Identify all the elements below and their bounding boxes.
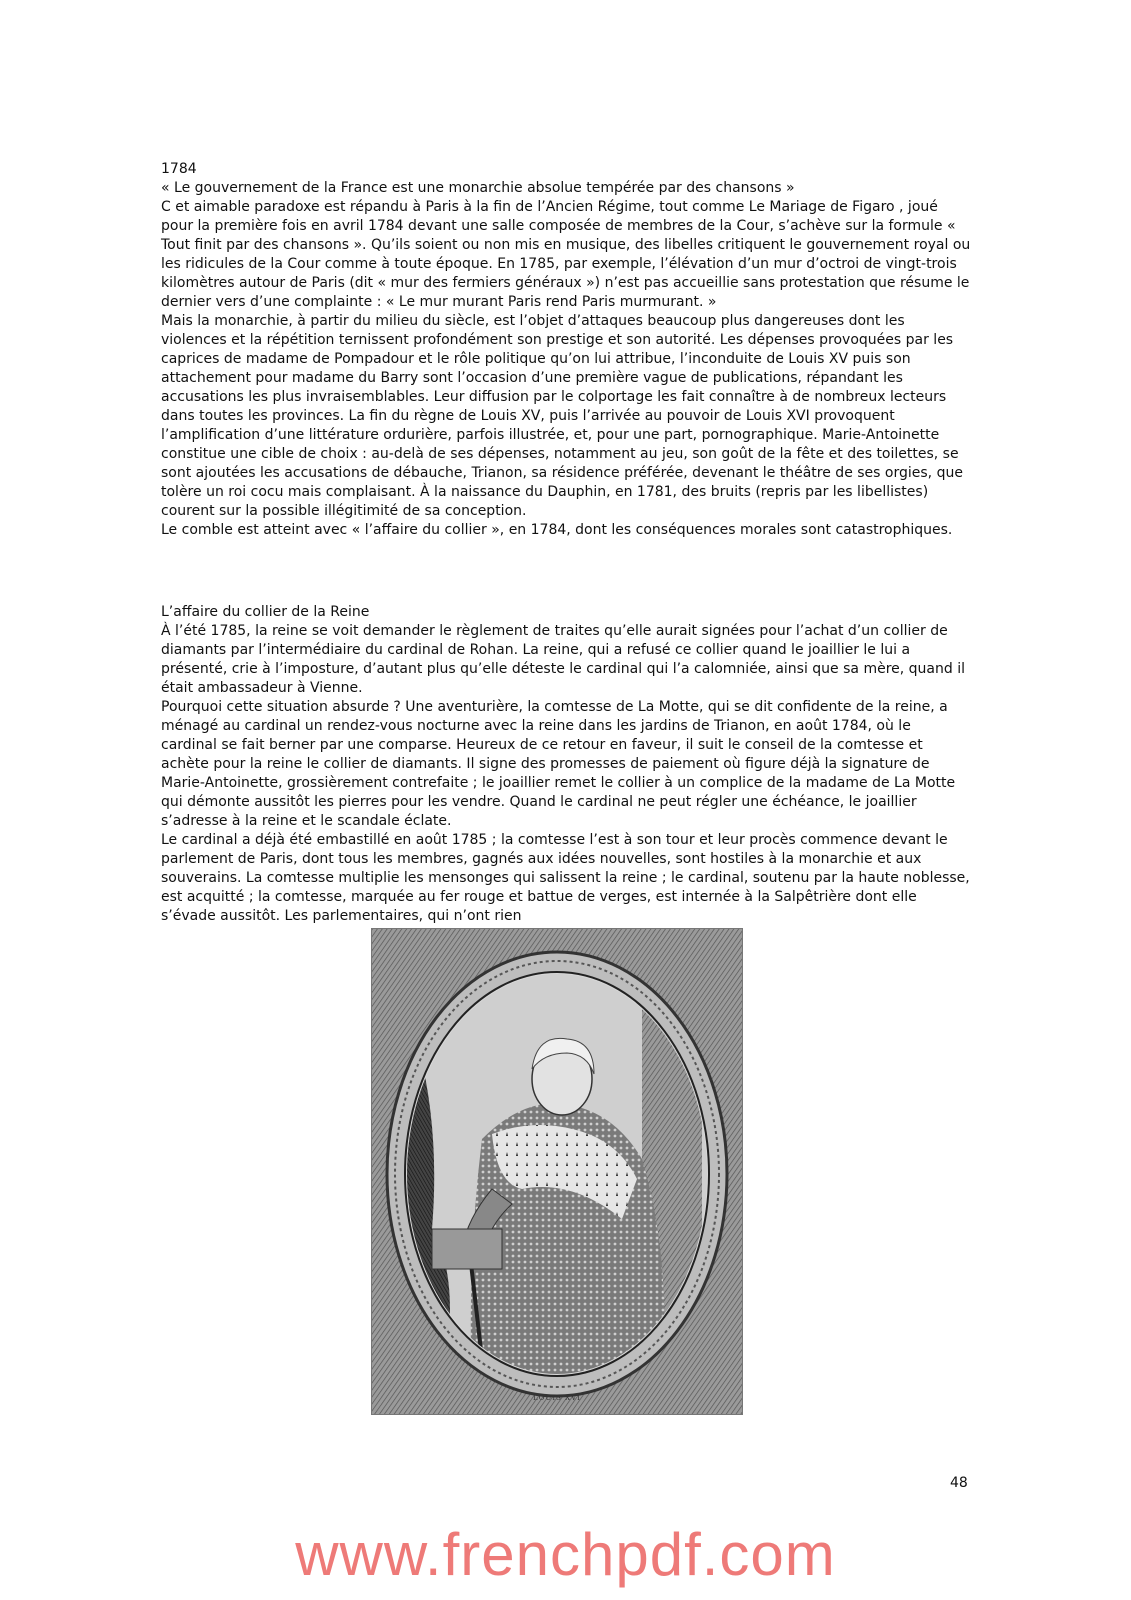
portrait-engraving bbox=[371, 928, 743, 1415]
section-1784 bbox=[161, 160, 971, 540]
section-heading: L’affaire du collier de la Reine bbox=[161, 604, 370, 620]
portrait-illustration bbox=[372, 929, 742, 1414]
section-epigraph: « Le gouvernement de la France est une monarchie absolue tempérée par des chansons » bbox=[161, 180, 795, 196]
paragraph: À l’été 1785, la reine se voit demander le règlement de traites qu’elle aurait signées pour l’achat d’un collier de diamants par l’intermédiaire du cardinal de Rohan. La reine, qui a refusé ce collier quand le joaillier le lui a présenté, crie à l’imposture, d’autant plus qu’elle déteste le cardinal qui l’a calomniée, ainsi que sa mère, quand il était ambassadeur à Vienne. bbox=[161, 623, 965, 696]
paragraph: Le comble est atteint avec « l’affaire du collier », en 1784, dont les conséquences morales sont catastrophiques. bbox=[161, 522, 953, 538]
paragraph: Pourquoi cette situation absurde ? Une aventurière, la comtesse de La Motte, qui se dit confidente de la reine, a ménagé au cardinal un rendez-vous nocturne avec la reine dans les jardins de Trianon, en août 1784, où le cardinal se fait berner par une comparse. Heureux de ce retour en faveur, il suit le conseil de la comtesse et achète pour la reine le collier de diamants. Il signe des promesses de paiement où figure déjà la signature de Marie-Antoinette, grossièrement contrefaite ; le joaillier remet le collier à un complice de la madame de La Motte qui démonte aussitôt les pierres pour les vendre. Quand le cardinal ne peut régler une échéance, le joaillier s’adresse à la reine et le scandale éclate. bbox=[161, 699, 956, 829]
section-year-heading: 1784 bbox=[161, 161, 197, 177]
section-collier bbox=[161, 603, 971, 926]
watermark-text: www.frenchpdf.com bbox=[295, 1521, 836, 1588]
paragraph: C et aimable paradoxe est répandu à Paris à la fin de l’Ancien Régime, tout comme Le Mariage de Figaro , joué pour la première fois en avril 1784 devant une salle composée de membres de la Cour, s’achève sur la formule « Tout finit par des chansons ». Qu’ils soient ou non mis en musique, des libelles critiquent le gouvernement royal ou les ridicules de la Cour comme à toute époque. En 1785, par exemple, l’élévation d’un mur d’octroi de vingt-trois kilomètres autour de Paris (dit « mur des fermiers généraux ») n’est pas accueillie sans protestation que résume le dernier vers d’une complainte : « Le mur murant Paris rend Paris murmurant. » bbox=[161, 199, 971, 310]
page-number: 48 bbox=[950, 1475, 968, 1491]
paragraph: Le cardinal a déjà été embastillé en août 1785 ; la comtesse l’est à son tour et leur procès commence devant le parlement de Paris, dont tous les membres, gagnés aux idées nouvelles, sont hostiles à la monarchie et aux souverains. La comtesse multiplie les mensonges qui salissent la reine ; le cardinal, soutenu par la haute noblesse, est acquitté ; la comtesse, marquée au fer rouge et battue de verges, est internée à la Salpêtrière dont elle s’évade aussitôt. Les parlementaires, qui n’ont rien bbox=[161, 832, 970, 924]
paragraph: Mais la monarchie, à partir du milieu du siècle, est l’objet d’attaques beaucoup plus dangereuses dont les violences et la répétition ternissent profondément son prestige et son autorité. Les dépenses provoquées par les caprices de madame de Pompadour et le rôle politique qu’on lui attribue, l’inconduite de Louis XV puis son attachement pour madame du Barry sont l’occasion d’une première vague de publications, répandant les accusations les plus invraisemblables. Leur diffusion par le colportage les fait connaître à de nombreux lecteurs dans toutes les provinces. La fin du règne de Louis XV, puis l’arrivée au pouvoir de Louis XVI provoquent l’amplification d’une littérature ordurière, parfois illustrée, et, pour une part, pornographique. Marie-Antoinette constitue une cible de choix : au-delà de ses dépenses, notamment au jeu, son goût de la fête et des toilettes, se sont ajoutées les accusations de débauche, Trianon, sa résidence préférée, devenant le théâtre de ses orgies, que tolère un roi cocu mais complaisant. À la naissance du Dauphin, en 1781, des bruits (repris par les libellistes) courent sur la possible illégitimité de sa conception. bbox=[161, 313, 963, 519]
figure-caption: LOUIS XVI bbox=[533, 1394, 581, 1402]
